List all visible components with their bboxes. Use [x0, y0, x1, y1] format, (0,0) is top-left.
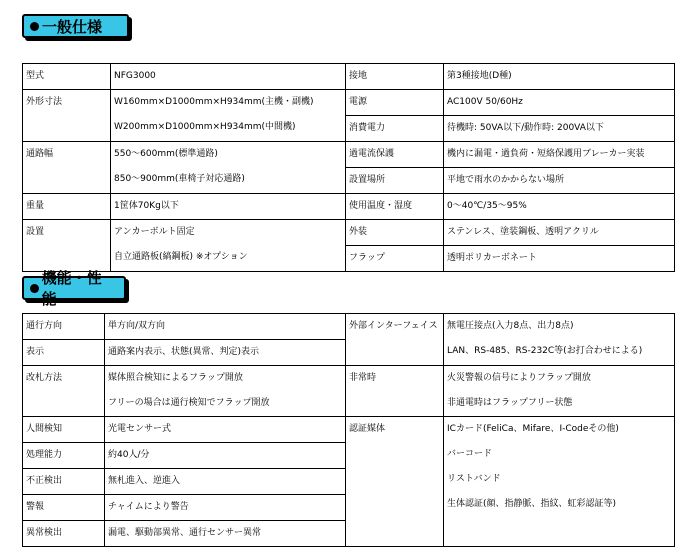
table-row [23, 90, 675, 116]
section-title: 一般仕様 [42, 17, 103, 36]
label-cell: 外部インターフェイス [346, 314, 444, 366]
label-cell: 人間検知 [23, 417, 105, 443]
label-cell: 認証媒体 [346, 417, 444, 547]
value-cell: 機内に漏電・過負荷・短絡保護用ブレーカー実装 [444, 142, 675, 168]
label-cell: 処理能力 [23, 443, 105, 469]
label-cell: 不正検出 [23, 469, 105, 495]
table-row [23, 64, 675, 90]
label-cell: 過電流保護 [346, 142, 444, 168]
value-cell: 1筐体70Kg以下 [111, 194, 346, 220]
label-cell: 接地 [346, 64, 444, 90]
table-row [23, 142, 675, 168]
label-cell: 電源 [346, 90, 444, 116]
bullet-icon [30, 284, 39, 293]
label-cell: 通行方向 [23, 314, 105, 340]
value-cell: NFG3000 [111, 64, 346, 90]
value-cell: アンカーボルト固定 自立通路板(縞鋼板) ※オプション [111, 220, 346, 272]
value-cell: ステンレス、塗装鋼板、透明アクリル [444, 220, 675, 246]
value-cell: 媒体照合検知によるフラップ開放 フリーの場合は通行検知でフラップ開放 [105, 366, 346, 417]
table-row [23, 314, 675, 340]
value-cell: 待機時: 50VA以下/動作時: 200VA以下 [444, 116, 675, 142]
section-header-general [22, 14, 129, 38]
label-cell: 非常時 [346, 366, 444, 417]
table-row [23, 417, 675, 443]
value-cell: 火災警報の信号によりフラップ開放 非通電時はフラップフリー状態 [444, 366, 675, 417]
label-cell: 設置 [23, 220, 111, 272]
value-cell: 約40人/分 [105, 443, 346, 469]
value-cell: 550～600mm(標準通路) 850～900mm(車椅子対応通路) [111, 142, 346, 194]
section-header-functions [22, 269, 126, 308]
value-cell: チャイムにより警告 [105, 495, 346, 521]
value-cell: 漏電、駆動部異常、通行センサー異常 [105, 521, 346, 547]
section-title: 機能・性能 [41, 269, 102, 308]
value-cell: 無電圧接点(入力8点、出力8点) LAN、RS-485、RS-232C等(お打合わせによる) [444, 314, 675, 366]
label-cell: 改札方法 [23, 366, 105, 417]
table-row [23, 194, 675, 220]
label-cell: 外装 [346, 220, 444, 246]
value-cell: ICカード(FeliCa、Mifare、I-Codeその他) バーコード リストバンド 生体認証(顔、指静脈、指紋、虹彩認証等) [444, 417, 675, 547]
label-cell: 重量 [23, 194, 111, 220]
table-row [23, 220, 675, 246]
value-cell: 0～40℃/35～95% [444, 194, 675, 220]
label-cell: 設置場所 [346, 168, 444, 194]
value-cell: 単方向/双方向 [105, 314, 346, 340]
label-cell: フラップ [346, 246, 444, 272]
value-cell: 平地で雨水のかからない場所 [444, 168, 675, 194]
functions-table [22, 313, 675, 547]
bullet-icon [30, 22, 39, 31]
label-cell: 警報 [23, 495, 105, 521]
label-cell: 異常検出 [23, 521, 105, 547]
label-cell: 消費電力 [346, 116, 444, 142]
label-cell: 型式 [23, 64, 111, 90]
value-cell: 光電センサー式 [105, 417, 346, 443]
value-cell: 第3種接地(D種) [444, 64, 675, 90]
label-cell: 表示 [23, 340, 105, 366]
label-cell: 外形寸法 [23, 90, 111, 142]
value-cell: W160mm×D1000mm×H934mm(主機・副機) W200mm×D1000mm×H934mm(中間機) [111, 90, 346, 142]
value-cell: 通路案内表示、状態(異常、判定)表示 [105, 340, 346, 366]
value-cell: 透明ポリカーボネート [444, 246, 675, 272]
general-spec-table [22, 63, 675, 272]
label-cell: 通路幅 [23, 142, 111, 194]
value-cell: 無札進入、逆進入 [105, 469, 346, 495]
value-cell: AC100V 50/60Hz [444, 90, 675, 116]
label-cell: 使用温度・湿度 [346, 194, 444, 220]
